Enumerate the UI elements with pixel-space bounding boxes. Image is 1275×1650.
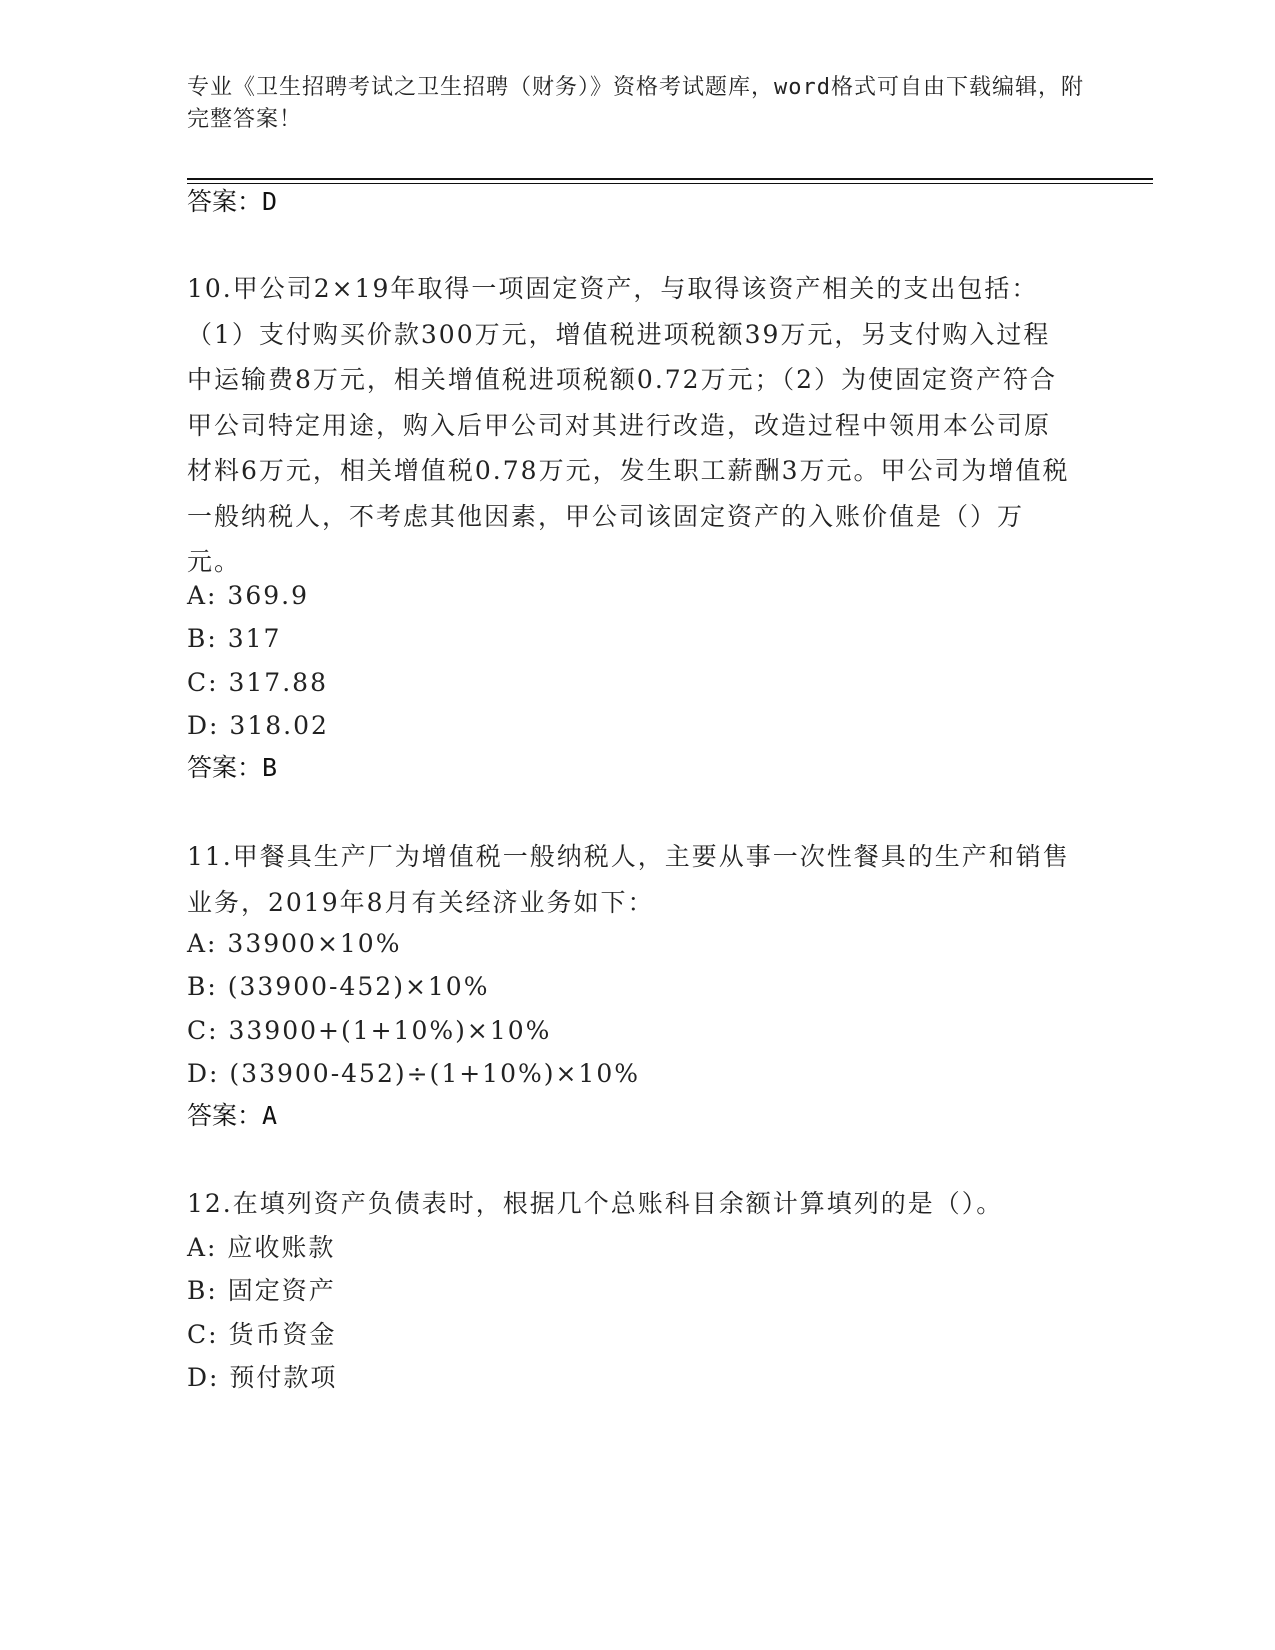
answer-value: A [262,1101,278,1130]
question-10-option-a: A: 369.9 [187,581,309,610]
question-10-option-d: D: 318.02 [187,711,329,740]
answer-label: 答案： [187,187,263,216]
document-header: 专业《卫生招聘考试之卫生招聘（财务）》资格考试题库，word格式可自由下载编辑，附完整答案！ [187,75,1084,132]
header-divider-thick [187,178,1153,180]
question-12-option-a: A: 应收账款 [187,1233,336,1262]
question-12-option-d: D: 预付款项 [187,1363,338,1392]
question-11-option-d: D: (33900-452)÷(1+10%)×10% [187,1059,641,1088]
answer-label: 答案： [187,753,263,782]
answer-value: B [262,753,278,782]
answer-label: 答案： [187,1101,263,1130]
question-11-text: 11.甲餐具生产厂为增值税一般纳税人，主要从事一次性餐具的生产和销售业务，2019年8月有关经济业务如下： [187,842,1070,917]
question-10-option-c: C: 317.88 [187,668,328,697]
header-divider-thin [187,183,1153,184]
question-11-option-b: B: (33900-452)×10% [187,972,490,1001]
question-12-text: 12.在填列资产负债表时，根据几个总账科目余额计算填列的是（）。 [187,1189,1004,1218]
answer-value: D [262,187,278,216]
question-11-option-a: A: 33900×10% [187,929,402,958]
question-11-answer [187,1100,277,1132]
question-10-option-b: B: 317 [187,624,282,653]
question-12-option-c: C: 货币资金 [187,1320,337,1349]
question-10-answer [187,752,277,784]
question-10-text: 10.甲公司2×19年取得一项固定资产，与取得该资产相关的支出包括：（1）支付购买价款300万元，增值税进项税额39万元，另支付购入过程中运输费8万元，相关增值税进项税额0.72万元；（2）为使固定资产符合甲公司特定用途，购入后甲公司对其进行改造，改造过程中领用本公司原材料6万元，相关增值税0.78万元，发生职工薪酬3万元。甲公司为增值税一般纳税人，不考虑其他因素，甲公司该固定资产的入账价值是（）万元。 [187,274,1070,576]
question-11-option-c: C: 33900+(1+10%)×10% [187,1016,552,1045]
answer-line [187,186,277,218]
question-12-option-b: B: 固定资产 [187,1276,336,1305]
